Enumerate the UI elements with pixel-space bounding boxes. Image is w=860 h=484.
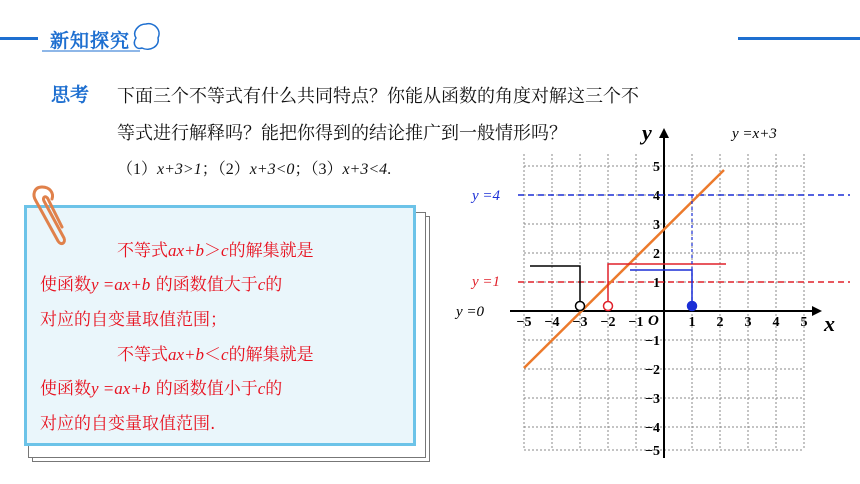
x-tick: 4	[772, 315, 780, 330]
ineq-3: x+3<4	[342, 161, 388, 178]
y-tick: −1	[645, 334, 660, 349]
ineq-end: .	[387, 161, 392, 178]
y-tick: 5	[653, 160, 660, 175]
x-tick: −4	[544, 315, 560, 330]
y-tick: −4	[645, 421, 660, 436]
ineq-1-prefix: （1）	[117, 161, 158, 178]
ineq-sep-1: ；（2）	[201, 161, 250, 178]
card-p1-line2: 使函数y =ax+b 的函数值大于c的	[40, 275, 283, 295]
y-tick: −3	[645, 392, 660, 407]
point-x-neg3	[576, 302, 585, 311]
card-p2-line1: 不等式ax+b＜c的解集就是	[117, 345, 314, 365]
x-tick: −5	[516, 315, 532, 330]
y-tick: 3	[653, 218, 660, 233]
origin-label: O	[648, 313, 659, 329]
card-p1-line1: 不等式ax+b＞c的解集就是	[117, 241, 314, 261]
x-tick: −1	[628, 315, 644, 330]
function-graph	[440, 118, 860, 463]
y4-label: y =4	[472, 188, 501, 204]
x-tick: 2	[716, 315, 724, 330]
y0-label: y =0	[456, 304, 485, 320]
x-tick-labels	[517, 315, 808, 330]
inequality-list	[117, 156, 391, 179]
y-tick-labels	[645, 160, 660, 459]
y1-label: y =1	[472, 274, 501, 290]
header-title: 新知探究	[50, 30, 131, 52]
ineq-1: x+3>1	[157, 161, 202, 178]
header-rule-left	[0, 37, 38, 40]
question-line-2: 等式进行解释吗？能把你得到的结论推广到一般情形吗？	[117, 123, 567, 144]
y-tick: 4	[653, 189, 660, 204]
card-p2-line2: 使函数y =ax+b 的函数值小于c的	[40, 379, 283, 399]
y0-bracket	[530, 266, 580, 306]
x-tick: 3	[744, 315, 752, 330]
function-line	[524, 170, 724, 368]
question-line-1: 下面三个不等式有什么共同特点？你能从函数的角度对解这三个不	[117, 86, 639, 107]
x-tick: −2	[600, 315, 616, 330]
x-tick: 5	[800, 315, 808, 330]
y-axis-label: y	[642, 120, 652, 145]
y-tick: 2	[653, 247, 660, 262]
think-label: 思考	[51, 84, 90, 106]
paperclip-icon	[28, 183, 68, 249]
card-p1-line3: 对应的自变量取值范围；	[40, 310, 227, 330]
y-tick: 1	[653, 276, 660, 291]
y-tick: −2	[645, 363, 660, 378]
x-tick: −3	[572, 315, 588, 330]
ineq-2: x+3<0	[249, 161, 295, 178]
function-label: y =x+3	[732, 126, 777, 142]
y-tick: −5	[645, 444, 660, 459]
header-rule-right	[738, 37, 860, 40]
x-tick: 1	[688, 315, 696, 330]
point-x-1	[688, 302, 697, 311]
x-axis-label: x	[824, 311, 835, 336]
card-p2-line3: 对应的自变量取值范围.	[40, 414, 216, 434]
point-x-neg2	[604, 302, 613, 311]
y4-bracket	[630, 270, 692, 306]
ineq-sep-2: ；（3）	[294, 161, 343, 178]
